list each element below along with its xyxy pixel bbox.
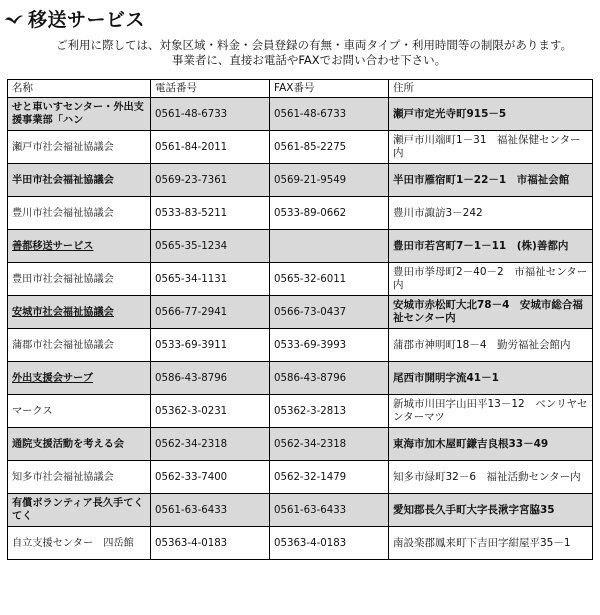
phone-number: 0561-84-2011 xyxy=(151,131,270,164)
table-row xyxy=(8,461,593,494)
table-row xyxy=(8,527,593,560)
fax-number xyxy=(270,230,389,263)
page-title: 移送サービス xyxy=(28,8,146,31)
fax-number: 0561-48-6733 xyxy=(270,98,389,131)
provider-name: 瀬戸市社会福祉協議会 xyxy=(8,131,151,164)
table-row xyxy=(8,263,593,296)
provider-name: 善都移送サービス xyxy=(8,230,151,263)
provider-name: 有償ボランティア長久手てくてく xyxy=(8,494,151,527)
table-row xyxy=(8,164,593,197)
flying-bird-icon xyxy=(4,9,24,27)
table-row xyxy=(8,395,593,428)
phone-number: 0562-34-2318 xyxy=(151,428,270,461)
provider-name: せと車いすセンター・外出支援事業部「ハン xyxy=(8,98,151,131)
address: 蒲郡市神明町18－4 勤労福祉会館内 xyxy=(389,329,593,362)
provider-name: 安城市社会福祉協議会 xyxy=(8,296,151,329)
provider-name: 知多市社会福祉協議会 xyxy=(8,461,151,494)
address: 南設楽郡鳳来町下吉田字紺屋平35－1 xyxy=(389,527,593,560)
notice-line-1: ご利用に際しては、対象区域・料金・会員登録の有無・車両タイプ・利用時間等の制限があります。 xyxy=(56,38,572,52)
address: 安城市赤松町大北78－4 安城市総合福祉センター内 xyxy=(389,296,593,329)
provider-name: 半田市社会福祉協議会 xyxy=(8,164,151,197)
address: 瀬戸市定光寺町915－5 xyxy=(389,98,593,131)
fax-number: 05362-3-2813 xyxy=(270,395,389,428)
table-row xyxy=(8,230,593,263)
phone-number: 0565-34-1131 xyxy=(151,263,270,296)
table-header-row xyxy=(8,80,593,98)
address: 瀬戸市川端町1－31 福祉保健センター内 xyxy=(389,131,593,164)
header-tel: 電話番号 xyxy=(151,80,270,98)
provider-name: 豊川市社会福祉協議会 xyxy=(8,197,151,230)
address: 豊川市諏訪3－242 xyxy=(389,197,593,230)
phone-number: 0586-43-8796 xyxy=(151,362,270,395)
address: 知多市緑町32－6 福祉活動センター内 xyxy=(389,461,593,494)
phone-number: 05363-4-0183 xyxy=(151,527,270,560)
notice-line-2: 事業者に、直接お電話やFAXでお問い合わせ下さい。 xyxy=(171,53,447,67)
table-row xyxy=(8,98,593,131)
header-name: 名称 xyxy=(8,80,151,98)
phone-number: 0565-35-1234 xyxy=(151,230,270,263)
fax-number: 0565-32-6011 xyxy=(270,263,389,296)
address: 尾西市開明字流41－1 xyxy=(389,362,593,395)
phone-number: 0533-69-3911 xyxy=(151,329,270,362)
fax-number: 0569-21-9549 xyxy=(270,164,389,197)
fax-number: 0561-85-2275 xyxy=(270,131,389,164)
address: 愛知郡長久手町大字長湫字宮脇35 xyxy=(389,494,593,527)
provider-name: 自立支援センター 四岳館 xyxy=(8,527,151,560)
table-row xyxy=(8,131,593,164)
transport-service-table xyxy=(7,79,593,560)
table-row xyxy=(8,362,593,395)
phone-number: 0561-48-6733 xyxy=(151,98,270,131)
fax-number: 05363-4-0183 xyxy=(270,527,389,560)
address: 豊田市若宮町7－1－11 (株)善都内 xyxy=(389,230,593,263)
address: 半田市雁宿町1－22－1 市福祉会館 xyxy=(389,164,593,197)
provider-name: 蒲郡市社会福祉協議会 xyxy=(8,329,151,362)
table-row xyxy=(8,428,593,461)
address: 新城市川田字山田平13－12 ベンリヤセンターマツ xyxy=(389,395,593,428)
provider-name: 豊田市社会福祉協議会 xyxy=(8,263,151,296)
fax-number: 0586-43-8796 xyxy=(270,362,389,395)
header-fax: FAX番号 xyxy=(270,80,389,98)
fax-number: 0566-73-0437 xyxy=(270,296,389,329)
fax-number: 0533-69-3993 xyxy=(270,329,389,362)
fax-number: 0562-34-2318 xyxy=(270,428,389,461)
address: 豊田市挙母町2－40－2 市福祉センター内 xyxy=(389,263,593,296)
page-header xyxy=(4,6,145,30)
header-address: 住所 xyxy=(389,80,593,98)
address: 東海市加木屋町鎌吉良根33－49 xyxy=(389,428,593,461)
table-row xyxy=(8,329,593,362)
provider-name: 外出支援会サーブ xyxy=(8,362,151,395)
phone-number: 0562-33-7400 xyxy=(151,461,270,494)
phone-number: 0533-83-5211 xyxy=(151,197,270,230)
fax-number: 0533-89-0662 xyxy=(270,197,389,230)
table-row xyxy=(8,197,593,230)
phone-number: 0569-23-7361 xyxy=(151,164,270,197)
provider-name: マークス xyxy=(8,395,151,428)
provider-name: 通院支援活動を考える会 xyxy=(8,428,151,461)
table-row xyxy=(8,494,593,527)
phone-number: 0561-63-6433 xyxy=(151,494,270,527)
phone-number: 0566-77-2941 xyxy=(151,296,270,329)
table-row xyxy=(8,296,593,329)
usage-notice xyxy=(0,38,600,68)
phone-number: 05362-3-0231 xyxy=(151,395,270,428)
fax-number: 0562-32-1479 xyxy=(270,461,389,494)
fax-number: 0561-63-6433 xyxy=(270,494,389,527)
